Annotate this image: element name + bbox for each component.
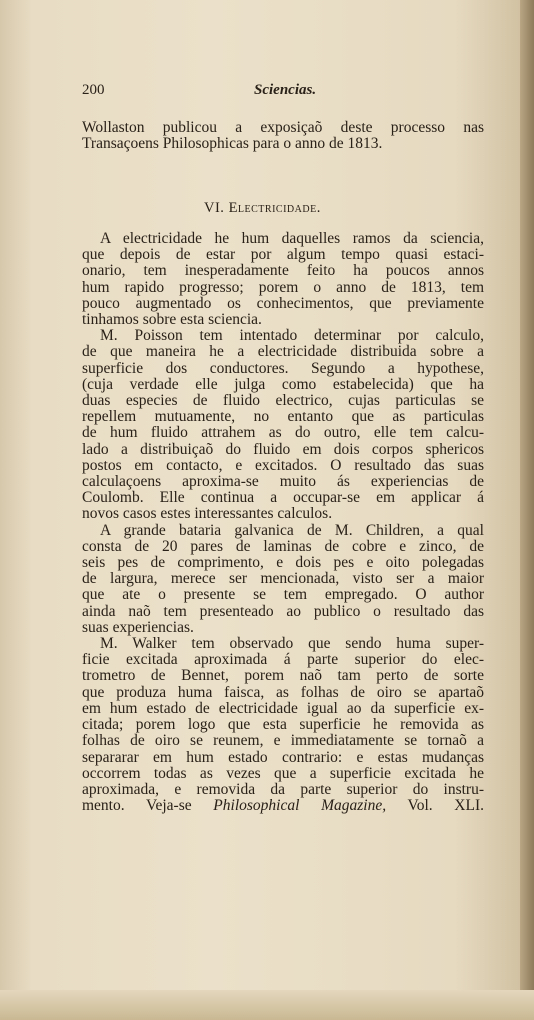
intro-paragraph <box>82 120 484 152</box>
section-body <box>82 231 484 814</box>
text-line: ainda naõ tem presenteado ao publico o resultado das <box>82 603 484 620</box>
text-line: tinhamos sobre esta sciencia. <box>82 312 262 329</box>
text-line: que produza huma faisca, as folhas de oiro se apartaõ <box>82 684 484 701</box>
paragraph-3 <box>82 523 484 636</box>
text-line: aproximada, e removida da parte superior do instru- <box>82 781 484 798</box>
text-line: seis pes de comprimento, e dois pes e oito polegadas <box>82 555 484 572</box>
text-line: citada; porem logo que esta superficie he removida as <box>82 717 484 734</box>
text-line: suas experiencias. <box>82 619 194 636</box>
page-bottom-edge <box>0 990 534 1020</box>
text-line: de largura, merece ser mencionada, visto ser a maior <box>82 571 484 588</box>
paragraph-4 <box>82 636 484 814</box>
text-line: postos em contacto, e excitados. O resultado das suas <box>82 457 484 474</box>
paragraph-1 <box>82 231 484 328</box>
text-line: em hum estado de electricidade igual ao da superficie ex- <box>82 700 484 717</box>
running-head: Sciencias. <box>254 82 317 98</box>
text-line: repellem mutuamente, no entanto que as particulas <box>82 409 484 426</box>
text-line: trometro de Bennet, porem naõ tam perto de sorte <box>82 668 484 685</box>
text-line: pouco augmentado os conhecimentos, que previamente <box>82 295 484 312</box>
text-line: ficie excitada aproximada á parte superior do elec- <box>82 652 484 669</box>
text-line: M. Walker tem observado que sendo huma super- <box>100 636 484 653</box>
text-line: novos casos estes interessantes calculos. <box>82 506 333 523</box>
text-line: A electricidade he hum daquelles ramos da sciencia, <box>100 231 484 247</box>
section-numeral: VI. <box>204 200 225 216</box>
text-line: onario, tem inesperadamente feito ha poucos annos <box>82 263 484 280</box>
text-line: Coulomb. Elle continua a occupar-se em applicar á <box>82 490 484 507</box>
page-spine-edge <box>520 0 534 1020</box>
text-line: Wollaston publicou a exposiçaõ deste processo nas <box>82 120 484 136</box>
text-line: Transaçoens Philosophicas para o anno de 1813. <box>82 136 383 153</box>
text-line: de que maneira he a electricidade distribuida sobre a <box>82 344 484 361</box>
text-line: (cuja verdade elle julga como estabelecida) que ha <box>82 376 484 393</box>
text-line: que depois de estar por algum tempo quasi estaci- <box>82 247 484 264</box>
text-line: folhas de oiro se reunem, e immediatamente se tornaõ a <box>82 733 484 750</box>
text-line: M. Poisson tem intentado determinar por calculo, <box>100 328 484 345</box>
text-line: de hum fluido attrahem as do outro, elle tem calcu- <box>82 425 484 442</box>
text-line: lado a distribuiçaõ do fluido em dois corpos sphericos <box>82 441 484 458</box>
journal-title: Philosophical Magazine, <box>213 798 387 815</box>
text-line: consta de 20 pares de laminas de cobre e zinco, de <box>82 538 484 555</box>
final-line-suffix: Vol. XLI. <box>407 798 484 815</box>
text-line: separarar em hum estado contrario: e estas mudanças <box>82 749 484 766</box>
text-line: que ate o presente se tem empregado. O author <box>82 587 484 604</box>
text-line: A grande bataria galvanica de M. Children, a qual <box>100 522 484 539</box>
text-line: hum rapido progresso; porem o anno de 1813, tem <box>82 279 484 296</box>
paragraph-2 <box>82 328 484 522</box>
final-line-prefix: mento. Veja-se <box>82 798 192 815</box>
section-title: Electricidade. <box>228 200 321 216</box>
section-heading <box>204 200 321 217</box>
text-line: duas especies de fluido electrico, cujas particulas se <box>82 393 484 410</box>
page-header <box>82 82 482 104</box>
text-line: calculaçoens aproxima-se muito ás experiencias de <box>82 474 484 491</box>
text-line: occorrem todas as vezes que a superficie excitada he <box>82 765 484 782</box>
page-number: 200 <box>82 82 105 98</box>
text-line: superficie dos conductores. Segundo a hypothese, <box>82 360 484 377</box>
final-text-line <box>82 798 484 814</box>
